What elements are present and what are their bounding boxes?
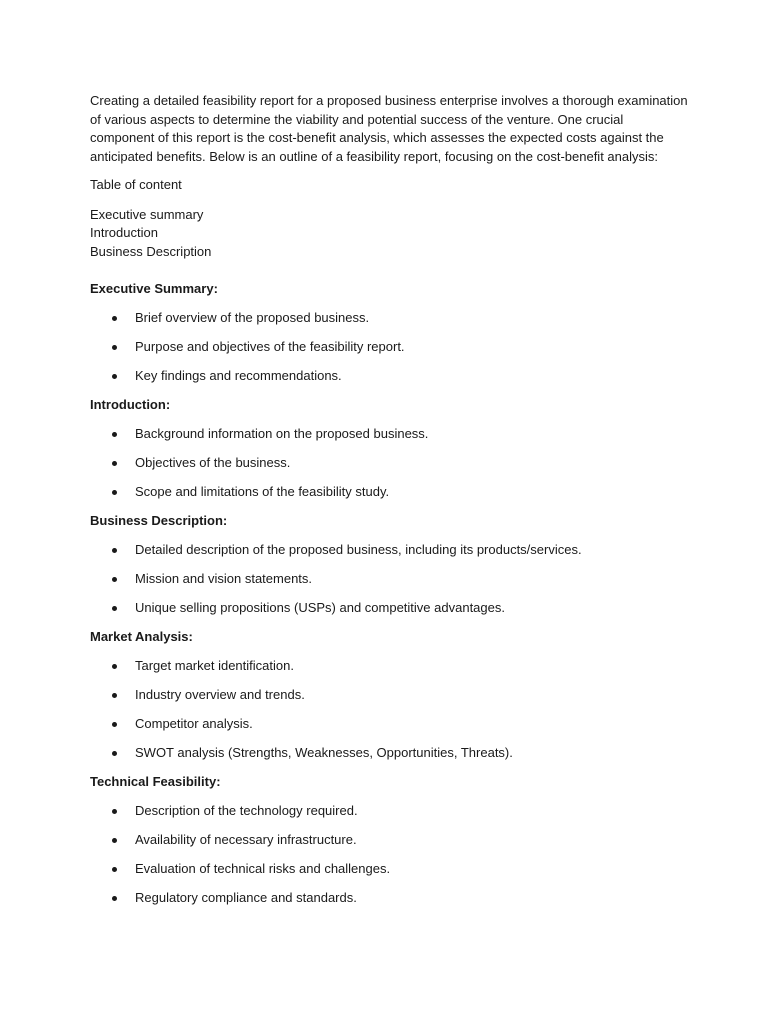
toc-item: Executive summary: [90, 206, 204, 222]
list-item-text: Purpose and objectives of the feasibility report.: [135, 338, 405, 354]
list-item-text: Background information on the proposed business.: [135, 425, 429, 441]
list-item-text: Target market identification.: [135, 657, 294, 673]
section-introduction: [90, 396, 690, 501]
list-item-text: Mission and vision statements.: [135, 570, 313, 586]
bullet-icon: [112, 867, 117, 872]
list-item-text: Availability of necessary infrastructure.: [135, 831, 357, 847]
section-business-description: [90, 512, 690, 617]
list-item-text: Scope and limitations of the feasibility study.: [135, 483, 390, 499]
section-heading: Business Description:: [90, 513, 228, 528]
list-item: [90, 425, 690, 444]
list-item: [90, 309, 690, 328]
bullet-icon: [112, 722, 117, 727]
section-heading: Market Analysis:: [90, 629, 193, 644]
list-item-text: Detailed description of the proposed business, including its products/services.: [135, 541, 582, 557]
list-item-text: Evaluation of technical risks and challenges.: [135, 860, 391, 876]
list-item: [90, 454, 690, 473]
bullet-list: [90, 309, 690, 386]
list-item-text: Description of the technology required.: [135, 802, 358, 818]
list-item: [90, 541, 690, 560]
list-item-text: Key findings and recommendations.: [135, 367, 342, 383]
bullet-icon: [112, 548, 117, 553]
bullet-icon: [112, 664, 117, 669]
section-heading: Technical Feasibility:: [90, 774, 221, 789]
section-heading: Introduction:: [90, 397, 171, 412]
bullet-icon: [112, 577, 117, 582]
list-item: [90, 802, 690, 821]
toc-item: Introduction: [90, 225, 158, 240]
list-item: [90, 744, 690, 763]
section-market-analysis: [90, 628, 690, 762]
list-item-text: Regulatory compliance and standards.: [135, 889, 357, 905]
list-item-text: SWOT analysis (Strengths, Weaknesses, Opportunities, Threats).: [135, 744, 513, 760]
list-item: [90, 483, 690, 502]
toc-list: [90, 206, 690, 262]
list-item: [90, 338, 690, 357]
bullet-list: [90, 541, 690, 618]
section-heading: Executive Summary:: [90, 281, 218, 296]
list-item: [90, 831, 690, 850]
bullet-icon: [112, 316, 117, 321]
list-item: [90, 715, 690, 734]
bullet-icon: [112, 432, 117, 437]
list-item-text: Objectives of the business.: [135, 454, 291, 470]
list-item: [90, 599, 690, 618]
bullet-icon: [112, 809, 117, 814]
bullet-icon: [112, 693, 117, 698]
list-item-text: Brief overview of the proposed business.: [135, 309, 370, 325]
bullet-icon: [112, 374, 117, 379]
list-item-text: Industry overview and trends.: [135, 686, 305, 702]
bullet-icon: [112, 838, 117, 843]
bullet-list: [90, 657, 690, 763]
toc-item: Business Description: [90, 243, 212, 259]
list-item: [90, 657, 690, 676]
section-executive-summary: [90, 280, 690, 385]
list-item: [90, 570, 690, 589]
bullet-icon: [112, 751, 117, 756]
bullet-icon: [112, 345, 117, 350]
list-item-text: Competitor analysis.: [135, 715, 253, 731]
bullet-icon: [112, 896, 117, 901]
list-item-text: Unique selling propositions (USPs) and competitive advantages.: [135, 599, 505, 615]
list-item: [90, 686, 690, 705]
list-item: [90, 860, 690, 879]
intro-paragraph: Creating a detailed feasibility report for a proposed business enterprise involves a thorough examination of various aspects to determine the viability and potential success of the venture. One crucial component of this report is the cost-benefit analysis, which assesses the expected costs against the anticipated benefits. Below is an outline of a feasibility report, focusing on the cost-benefit analysis:: [90, 93, 688, 164]
bullet-list: [90, 425, 690, 502]
bullet-list: [90, 802, 690, 908]
document-body: [90, 92, 690, 918]
toc-title: Table of content: [90, 177, 182, 192]
list-item: [90, 367, 690, 386]
bullet-icon: [112, 490, 117, 495]
bullet-icon: [112, 461, 117, 466]
section-technical-feasibility: [90, 773, 690, 907]
list-item: [90, 889, 690, 908]
bullet-icon: [112, 606, 117, 611]
